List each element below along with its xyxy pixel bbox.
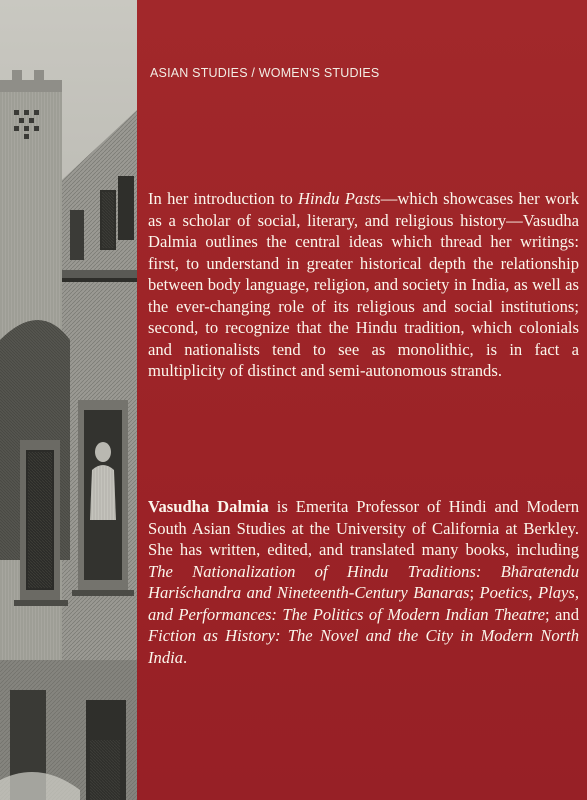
description-body: —which showcases her work as a scholar of social, literary, and religious history—Vasudha Dalmia outlines the central ideas which thread her writings: first, to understand in greater historical depth the relationship between body language, religion, and society in India, as well as the ever-changing role of its religious and social institutions; second, to recognize that the Hindu tradition, which colonials and nationalists tend to see as monolithic, is in fact a multiplicity of distinct and semi-autonomous strands. [148, 189, 579, 380]
cited-title-3: Fiction as History: The Novel and the City in Modern North India [148, 626, 579, 667]
bio-end: . [183, 647, 188, 667]
bio-separator: ; [469, 583, 480, 602]
author-bio [148, 496, 579, 668]
book-title: Hindu Pasts [298, 189, 381, 208]
subject-category: ASIAN STUDIES / WOMEN'S STUDIES [150, 66, 380, 80]
bio-separator: ; and [544, 604, 579, 624]
author-name: Vasudha Dalmia [148, 497, 269, 516]
description-intro: In her introduction to [148, 189, 299, 208]
cited-title-1: The Nationalization of Hindu Traditions: Bhāratendu Hariśchandra and Nineteenth-Century Banaras [148, 561, 579, 602]
back-cover-panel [137, 0, 587, 800]
book-description [148, 188, 579, 382]
cited-title-2: Poetics, Plays, and Performances: The Politics of Modern Indian Theatre [148, 583, 579, 624]
street-scene-illustration [0, 0, 137, 800]
cover-engraving [0, 0, 137, 800]
bio-text: is Emerita Professor of Hindi and Modern South Asian Studies at the University of California at Berkley. She has written, edited, and translated many books, including [148, 497, 579, 559]
